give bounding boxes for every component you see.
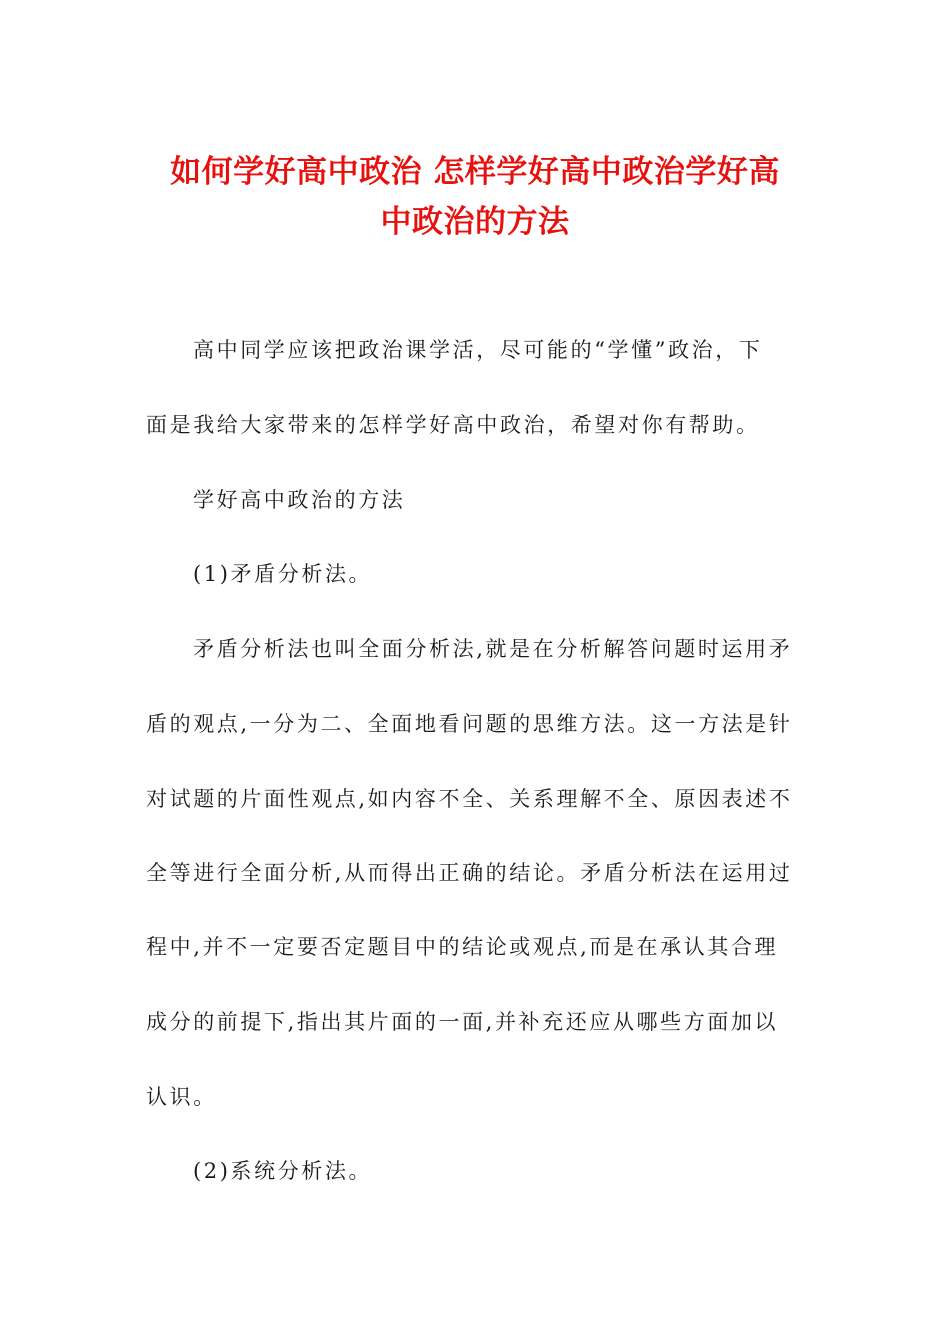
paragraph-line: 盾的观点,一分为二、全面地看问题的思维方法。这一方法是针	[146, 712, 793, 736]
paragraph-line: 成分的前提下,指出其片面的一面,并补充还应从哪些方面加以	[146, 1010, 779, 1034]
subsection-heading: (1)矛盾分析法。	[193, 562, 373, 586]
paragraph-line: 高中同学应该把政治课学活，尽可能的“学懂”政治，下	[193, 338, 763, 362]
section-heading: 学好高中政治的方法	[193, 488, 406, 512]
paragraph-line: 程中,并不一定要否定题目中的结论或观点,而是在承认其合理	[146, 935, 779, 959]
subsection-heading: (2)系统分析法。	[193, 1159, 373, 1183]
paragraph-line: 认识。	[146, 1085, 217, 1109]
paragraph-line: 面是我给大家带来的怎样学好高中政治，希望对你有帮助。	[146, 413, 760, 437]
paragraph-line: 对试题的片面性观点,如内容不全、关系理解不全、原因表述不	[146, 787, 793, 811]
document-title	[120, 147, 830, 247]
title-line-2: 中政治的方法	[380, 204, 570, 240]
title-line-1: 如何学好高中政治 怎样学好高中政治学好高	[170, 154, 780, 190]
paragraph-line: 矛盾分析法也叫全面分析法,就是在分析解答问题时运用矛	[193, 637, 793, 661]
paragraph-line: 全等进行全面分析,从而得出正确的结论。矛盾分析法在运用过	[146, 861, 793, 885]
